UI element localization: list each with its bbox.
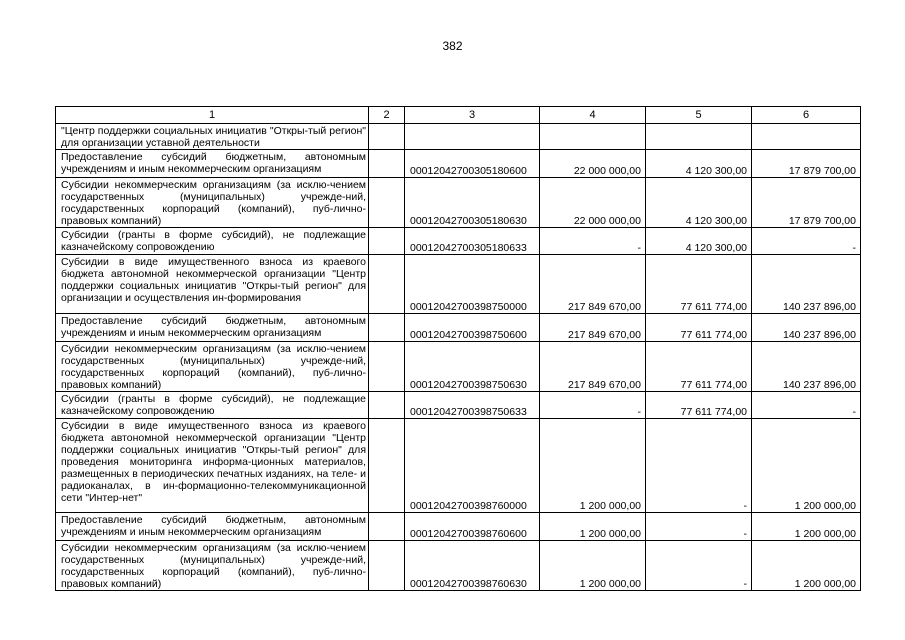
table-row bbox=[56, 178, 861, 228]
row-col2 bbox=[369, 541, 405, 591]
row-col4: 1 200 000,00 bbox=[540, 513, 646, 541]
row-col4: 217 849 670,00 bbox=[540, 255, 646, 314]
table-row bbox=[56, 392, 861, 419]
row-col6: 1 200 000,00 bbox=[752, 541, 861, 591]
column-header: 6 bbox=[752, 107, 861, 124]
column-header: 5 bbox=[646, 107, 752, 124]
table-row bbox=[56, 124, 861, 150]
row-name: Субсидии (гранты в форме субсидий), не подлежащие казначейскому сопровождению bbox=[56, 392, 369, 419]
row-name: Субсидии некоммерческим организациям (за исклю-чением государственных (муниципальных) учрежде-ний, государственных корпораций (компаний), пуб-лично-правовых компаний) bbox=[56, 178, 369, 228]
table-row bbox=[56, 314, 861, 342]
row-col2 bbox=[369, 419, 405, 513]
column-header: 2 bbox=[369, 107, 405, 124]
row-col5: - bbox=[646, 419, 752, 513]
table-row bbox=[56, 342, 861, 392]
row-name: Предоставление субсидий бюджетным, автономным учреждениям и иным некоммерческим организациям bbox=[56, 513, 369, 541]
row-col5: 77 611 774,00 bbox=[646, 314, 752, 342]
row-col6: 1 200 000,00 bbox=[752, 419, 861, 513]
column-header: 3 bbox=[405, 107, 540, 124]
row-name: Субсидии в виде имущественного взноса из краевого бюджета автономной некоммерческой организации "Центр поддержки социальных инициатив "Откры-тый регион" для организации и осуществления ин-формирования bbox=[56, 255, 369, 314]
row-code: 00012042700305180600 bbox=[405, 150, 540, 178]
row-col6: 17 879 700,00 bbox=[752, 150, 861, 178]
table-row bbox=[56, 541, 861, 591]
row-col2 bbox=[369, 150, 405, 178]
row-col4 bbox=[540, 124, 646, 150]
row-col6: 1 200 000,00 bbox=[752, 513, 861, 541]
row-code: 00012042700398760630 bbox=[405, 541, 540, 591]
row-col5: 4 120 300,00 bbox=[646, 150, 752, 178]
row-name: Субсидии (гранты в форме субсидий), не подлежащие казначейскому сопровождению bbox=[56, 228, 369, 255]
row-col5: 77 611 774,00 bbox=[646, 342, 752, 392]
column-header: 4 bbox=[540, 107, 646, 124]
row-name: Предоставление субсидий бюджетным, автономным учреждениям и иным некоммерческим организациям bbox=[56, 314, 369, 342]
row-col5: - bbox=[646, 541, 752, 591]
page-number: 382 bbox=[442, 39, 463, 53]
row-code: 00012042700398760600 bbox=[405, 513, 540, 541]
row-col4: 217 849 670,00 bbox=[540, 314, 646, 342]
table-row bbox=[56, 150, 861, 178]
row-col6: - bbox=[752, 228, 861, 255]
row-code: 00012042700398750630 bbox=[405, 342, 540, 392]
row-code: 00012042700398750000 bbox=[405, 255, 540, 314]
row-col2 bbox=[369, 255, 405, 314]
budget-table bbox=[55, 106, 861, 591]
row-name: Субсидии в виде имущественного взноса из краевого бюджета автономной некоммерческой организации "Центр поддержки социальных инициатив "Откры-тый регион" для проведения мониторинга информа-ционных материалов, размещенных в периодических печатных изданиях, на теле- и радиоканалах, в ин-формационно-телекоммуникационной сети "Интер-нет" bbox=[56, 419, 369, 513]
row-col4: 1 200 000,00 bbox=[540, 419, 646, 513]
row-col5: - bbox=[646, 513, 752, 541]
row-col6 bbox=[752, 124, 861, 150]
row-col2 bbox=[369, 178, 405, 228]
table-row bbox=[56, 513, 861, 541]
row-col6: 140 237 896,00 bbox=[752, 255, 861, 314]
row-col4: 1 200 000,00 bbox=[540, 541, 646, 591]
row-col5: 77 611 774,00 bbox=[646, 255, 752, 314]
table-row bbox=[56, 255, 861, 314]
row-col2 bbox=[369, 392, 405, 419]
row-col4: - bbox=[540, 228, 646, 255]
row-code: 00012042700398750600 bbox=[405, 314, 540, 342]
table-row bbox=[56, 419, 861, 513]
row-col5 bbox=[646, 124, 752, 150]
row-col2 bbox=[369, 314, 405, 342]
row-name: "Центр поддержки социальных инициатив "Откры-тый регион" для организации уставной деятельности bbox=[56, 124, 369, 150]
row-col4: 22 000 000,00 bbox=[540, 150, 646, 178]
row-col6: - bbox=[752, 392, 861, 419]
row-col4: 217 849 670,00 bbox=[540, 342, 646, 392]
row-col6: 140 237 896,00 bbox=[752, 342, 861, 392]
row-code bbox=[405, 124, 540, 150]
table-header-row bbox=[56, 107, 861, 124]
row-col5: 77 611 774,00 bbox=[646, 392, 752, 419]
row-col6: 140 237 896,00 bbox=[752, 314, 861, 342]
table-row bbox=[56, 228, 861, 255]
row-code: 00012042700398760000 bbox=[405, 419, 540, 513]
row-col2 bbox=[369, 513, 405, 541]
row-code: 00012042700398750633 bbox=[405, 392, 540, 419]
row-col2 bbox=[369, 124, 405, 150]
row-col6: 17 879 700,00 bbox=[752, 178, 861, 228]
row-col5: 4 120 300,00 bbox=[646, 178, 752, 228]
row-code: 00012042700305180630 bbox=[405, 178, 540, 228]
column-header: 1 bbox=[56, 107, 369, 124]
row-name: Предоставление субсидий бюджетным, автономным учреждениям и иным некоммерческим организациям bbox=[56, 150, 369, 178]
row-col4: - bbox=[540, 392, 646, 419]
row-name: Субсидии некоммерческим организациям (за исклю-чением государственных (муниципальных) учрежде-ний, государственных корпораций (компаний), пуб-лично-правовых компаний) bbox=[56, 342, 369, 392]
row-code: 00012042700305180633 bbox=[405, 228, 540, 255]
row-col4: 22 000 000,00 bbox=[540, 178, 646, 228]
row-col2 bbox=[369, 228, 405, 255]
row-col5: 4 120 300,00 bbox=[646, 228, 752, 255]
row-col2 bbox=[369, 342, 405, 392]
row-name: Субсидии некоммерческим организациям (за исклю-чением государственных (муниципальных) учрежде-ний, государственных корпораций (компаний), пуб-лично-правовых компаний) bbox=[56, 541, 369, 591]
